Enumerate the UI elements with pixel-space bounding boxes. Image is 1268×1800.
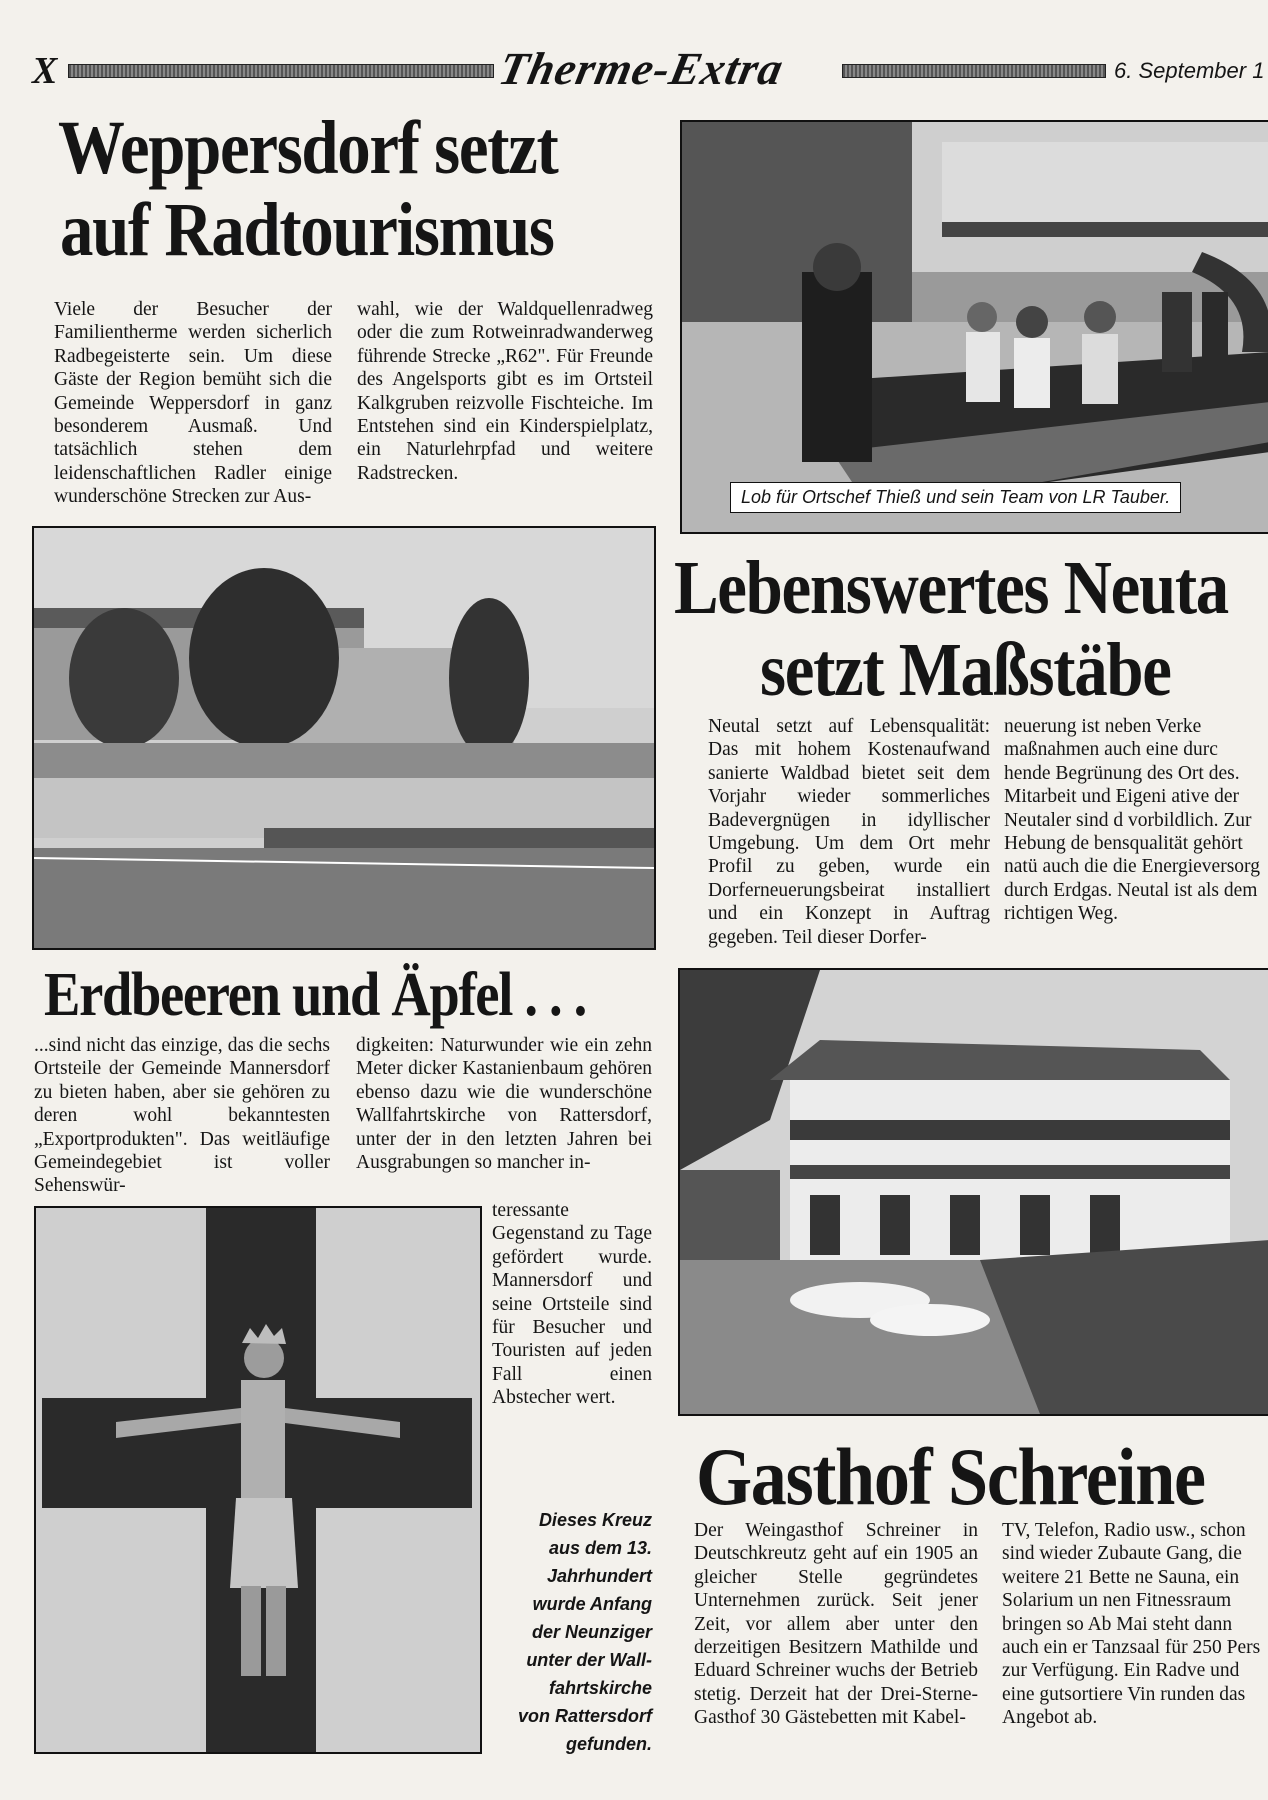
- cross-caption-line: von Rattersdorf: [517, 1706, 652, 1726]
- issue-date: 6. September 1: [1114, 58, 1265, 83]
- neutal-col-2: neuerung ist neben Verke maßnahmen auch eine durc hende Begrünung des Ort des. Mitarbeit und Eigeni ative der Neutaler sind d vorbildlich. Zur Hebung de bensqualität gehört natü auch die die Energieversorg durch Erdgas. Neutal ist als dem richtigen Weg.: [1004, 716, 1260, 925]
- cross-caption-line: der Neunziger: [531, 1622, 652, 1642]
- cross-caption-line: gefunden.: [566, 1734, 652, 1754]
- section-title: Therme-Extra: [494, 43, 789, 94]
- cross-caption: [480, 1506, 652, 1758]
- headline-neutal-1: Lebenswertes Neuta: [674, 546, 1228, 630]
- header-rule-left: [68, 64, 494, 78]
- headline-weppersdorf-2: auf Radtourismus: [60, 188, 554, 272]
- weppersdorf-col-1: Viele der Besucher der Familientherme werden sicherlich Radbegeisterte sein. Um diese Gäste der Region bemüht sich die Gemeinde Weppersdorf in ganz besonderem Ausmaß. Und tatsächlich stehen dem leidenschaftlichen Radler einige wunderschöne Strecken zur Aus-: [54, 299, 332, 508]
- photo-gasthof: [678, 968, 1268, 1416]
- photo-cross: [34, 1206, 482, 1754]
- gasthof-col-1: Der Weingasthof Schreiner in Deutschkreutz geht auf ein 1905 an gleicher Stelle gegründetes Unternehmen zurück. Seit jener Zeit, vor allem aber unter den derzeitigen Besitzern Mathilde und Eduard Schreiner wuchs der Betrieb stetig. Derzeit hat der Drei-Sterne-Gasthof 30 Gästebetten mit Kabel-: [694, 1520, 978, 1729]
- cross-photo-graphic: [36, 1208, 480, 1752]
- cross-caption-line: aus dem 13.: [548, 1538, 652, 1558]
- photo-town-square: [32, 526, 656, 950]
- header-rule-right: [842, 64, 1106, 78]
- headline-weppersdorf-1: Weppersdorf setzt: [58, 106, 558, 190]
- page-number: X: [32, 50, 58, 92]
- article-weppersdorf: [30, 106, 670, 272]
- photo-pool-opening: [680, 120, 1268, 534]
- town-square-graphic: [34, 528, 654, 948]
- erdbeeren-col-2: digkeiten: Naturwunder wie ein zehn Meter dicker Kastanienbaum gehören ebenso dazu wie die wunderschöne Wallfahrtskirche von Rattersdorf, unter der in den letzten Jahren bei Ausgrabungen so mancher in-: [356, 1035, 652, 1174]
- headline-gasthof: Gasthof Schreine: [696, 1431, 1205, 1522]
- cross-caption-line: Jahrhundert: [546, 1566, 652, 1586]
- neutal-col-1: Neutal setzt auf Lebensqualität: Das mit hohem Kostenaufwand sanierte Waldbad bietet seit dem Vorjahr wieder sommerliches Badevergnügen in idyllischer Umgebung. Um dem Ort mehr Profil zu geben, wurde ein Dorferneuerungsbeirat installiert und ein Konzept in Auftrag gegeben. Teil dieser Dorfer-: [708, 716, 990, 948]
- cross-caption-line: unter der Wall-: [526, 1650, 652, 1670]
- article-neutal: [672, 546, 1268, 712]
- gasthof-col-2: TV, Telefon, Radio usw., schon sind wieder Zubaute Gang, die weitere 21 Bette ne Sauna, ein Solarium un nen Fitnessraum bringen so Ab Mai steht dann auch ein er Tanzsaal für 250 Pers zur Verfügung. Ein Radve und eine gutsortiere Vin runden das Angebot ab.: [1002, 1520, 1261, 1729]
- cross-caption-line: wurde Anfang: [532, 1594, 652, 1614]
- erdbeeren-col-2-narrow: teressante Gegenstand zu Tage gefördert wurde. Mannersdorf und seine Ortsteile sind für Besucher und Touristen auf jeden Fall einen Abstecher wert.: [492, 1200, 652, 1409]
- weppersdorf-col-2: wahl, wie der Waldquellenradweg oder die zum Rotweinradwanderweg führende Strecke „R62". Für Freunde des Angelsports gibt es im Ortsteil Kalkgruben reizvolle Fischteiche. Im Entstehen sind ein Kinderspielplatz, ein Naturlehrpfad und weitere Radstrecken.: [357, 299, 653, 484]
- headline-erdbeeren: Erdbeeren und Äpfel . . .: [44, 961, 586, 1029]
- erdbeeren-col-1: ...sind nicht das einzige, das die sechs Ortsteile der Gemeinde Mannersdorf zu bieten haben, aber sie gehören zu deren wohl bekanntesten „Exportprodukten". Das weitläufige Gemeindegebiet ist voller Sehenswür-: [34, 1035, 330, 1197]
- pool-photo-caption: Lob für Ortschef Thieß und sein Team von LR Tauber.: [730, 482, 1181, 513]
- gasthof-photo-graphic: [680, 970, 1268, 1414]
- headline-neutal-2: setzt Maßstäbe: [760, 628, 1171, 712]
- cross-caption-line: Dieses Kreuz: [538, 1510, 652, 1530]
- pool-photo-graphic: [682, 122, 1268, 532]
- cross-caption-line: fahrtskirche: [548, 1678, 652, 1698]
